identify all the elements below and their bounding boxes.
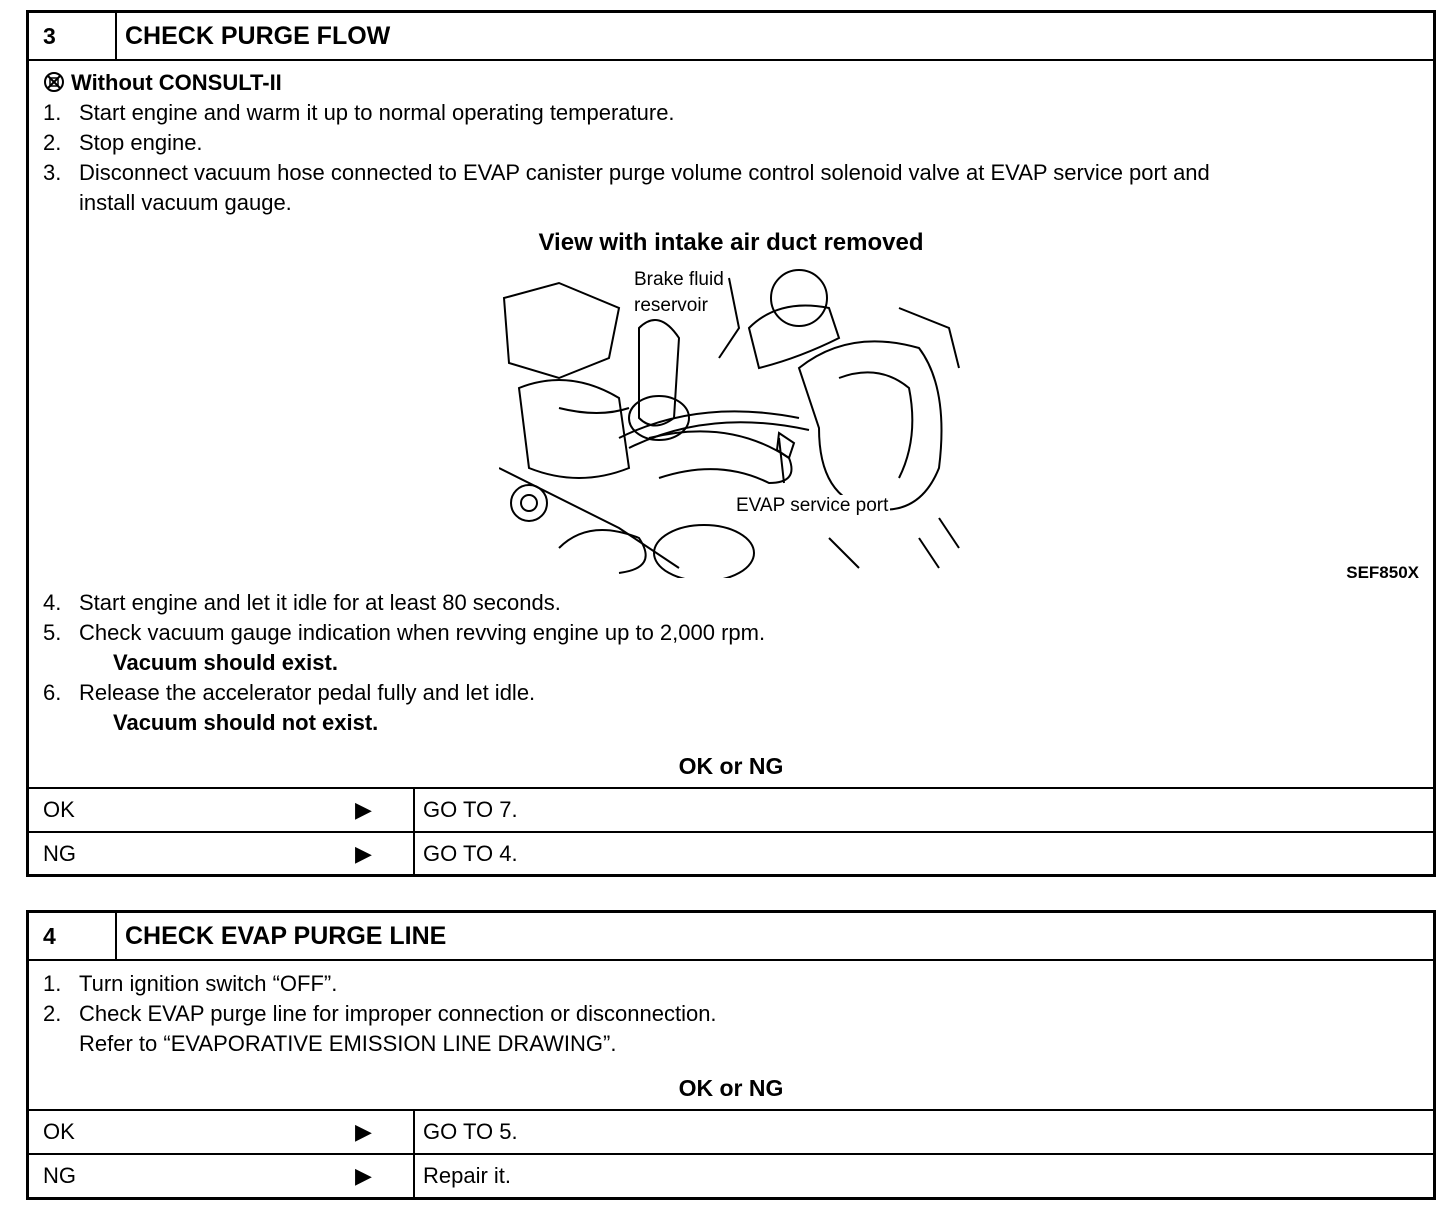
step-header (29, 13, 1433, 61)
list-item-continuation: install vacuum gauge. (79, 190, 292, 215)
table-row (29, 1109, 1433, 1155)
row-label: NG (43, 841, 76, 866)
row-label: NG (43, 1163, 76, 1188)
spec-note: Vacuum should not exist. (113, 710, 379, 735)
step-number: 3 (29, 13, 117, 59)
arrow-right-icon: ▶ (355, 797, 372, 822)
table-row (29, 1153, 1433, 1199)
step-title: CHECK EVAP PURGE LINE (125, 922, 447, 950)
mode-label: Without CONSULT-II (71, 70, 282, 95)
brake-fluid-label: Brake fluid (634, 269, 724, 290)
row-result: GO TO 7. (413, 789, 518, 833)
list-item: 1. Turn ignition switch “OFF”. (43, 971, 338, 996)
list-item: 1. Start engine and warm it up to normal operating temperature. (43, 100, 675, 125)
ok-or-ng-heading: OK or NG (678, 753, 784, 779)
table-row (29, 831, 1433, 877)
reservoir-label: reservoir (634, 295, 708, 316)
row-result: GO TO 4. (413, 833, 518, 877)
list-item-continuation: Refer to “EVAPORATIVE EMISSION LINE DRAWING”. (79, 1031, 617, 1056)
figure-title: View with intake air duct removed (538, 229, 924, 256)
step-3-box (26, 10, 1436, 877)
spec-note: Vacuum should exist. (113, 650, 338, 675)
step-header (29, 913, 1433, 961)
step-title: CHECK PURGE FLOW (125, 22, 391, 50)
row-result: GO TO 5. (413, 1111, 518, 1155)
table-row (29, 787, 1433, 833)
list-item: 3. Disconnect vacuum hose connected to EVAP canister purge volume control solenoid valve at EVAP service port and (43, 160, 1210, 185)
arrow-right-icon: ▶ (355, 1119, 372, 1144)
row-result: Repair it. (413, 1155, 511, 1199)
no-consult-icon (43, 71, 65, 93)
list-item: 4. Start engine and let it idle for at least 80 seconds. (43, 590, 561, 615)
list-item: 6. Release the accelerator pedal fully and let idle. (43, 680, 536, 705)
row-label: OK (43, 797, 75, 822)
list-item: 5. Check vacuum gauge indication when revving engine up to 2,000 rpm. (43, 620, 766, 645)
evap-service-port-label: EVAP service port (736, 495, 889, 516)
mode-line (43, 68, 282, 98)
engine-illustration (499, 268, 969, 578)
arrow-right-icon: ▶ (355, 841, 372, 866)
list-item: 2. Check EVAP purge line for improper connection or disconnection. (43, 1001, 717, 1026)
step-4-box (26, 910, 1436, 1200)
list-item: 2. Stop engine. (43, 130, 203, 155)
step-number: 4 (29, 913, 117, 959)
arrow-right-icon: ▶ (355, 1163, 372, 1188)
figure-code: SEF850X (1346, 563, 1419, 582)
ok-or-ng-heading: OK or NG (678, 1075, 784, 1101)
row-label: OK (43, 1119, 75, 1144)
